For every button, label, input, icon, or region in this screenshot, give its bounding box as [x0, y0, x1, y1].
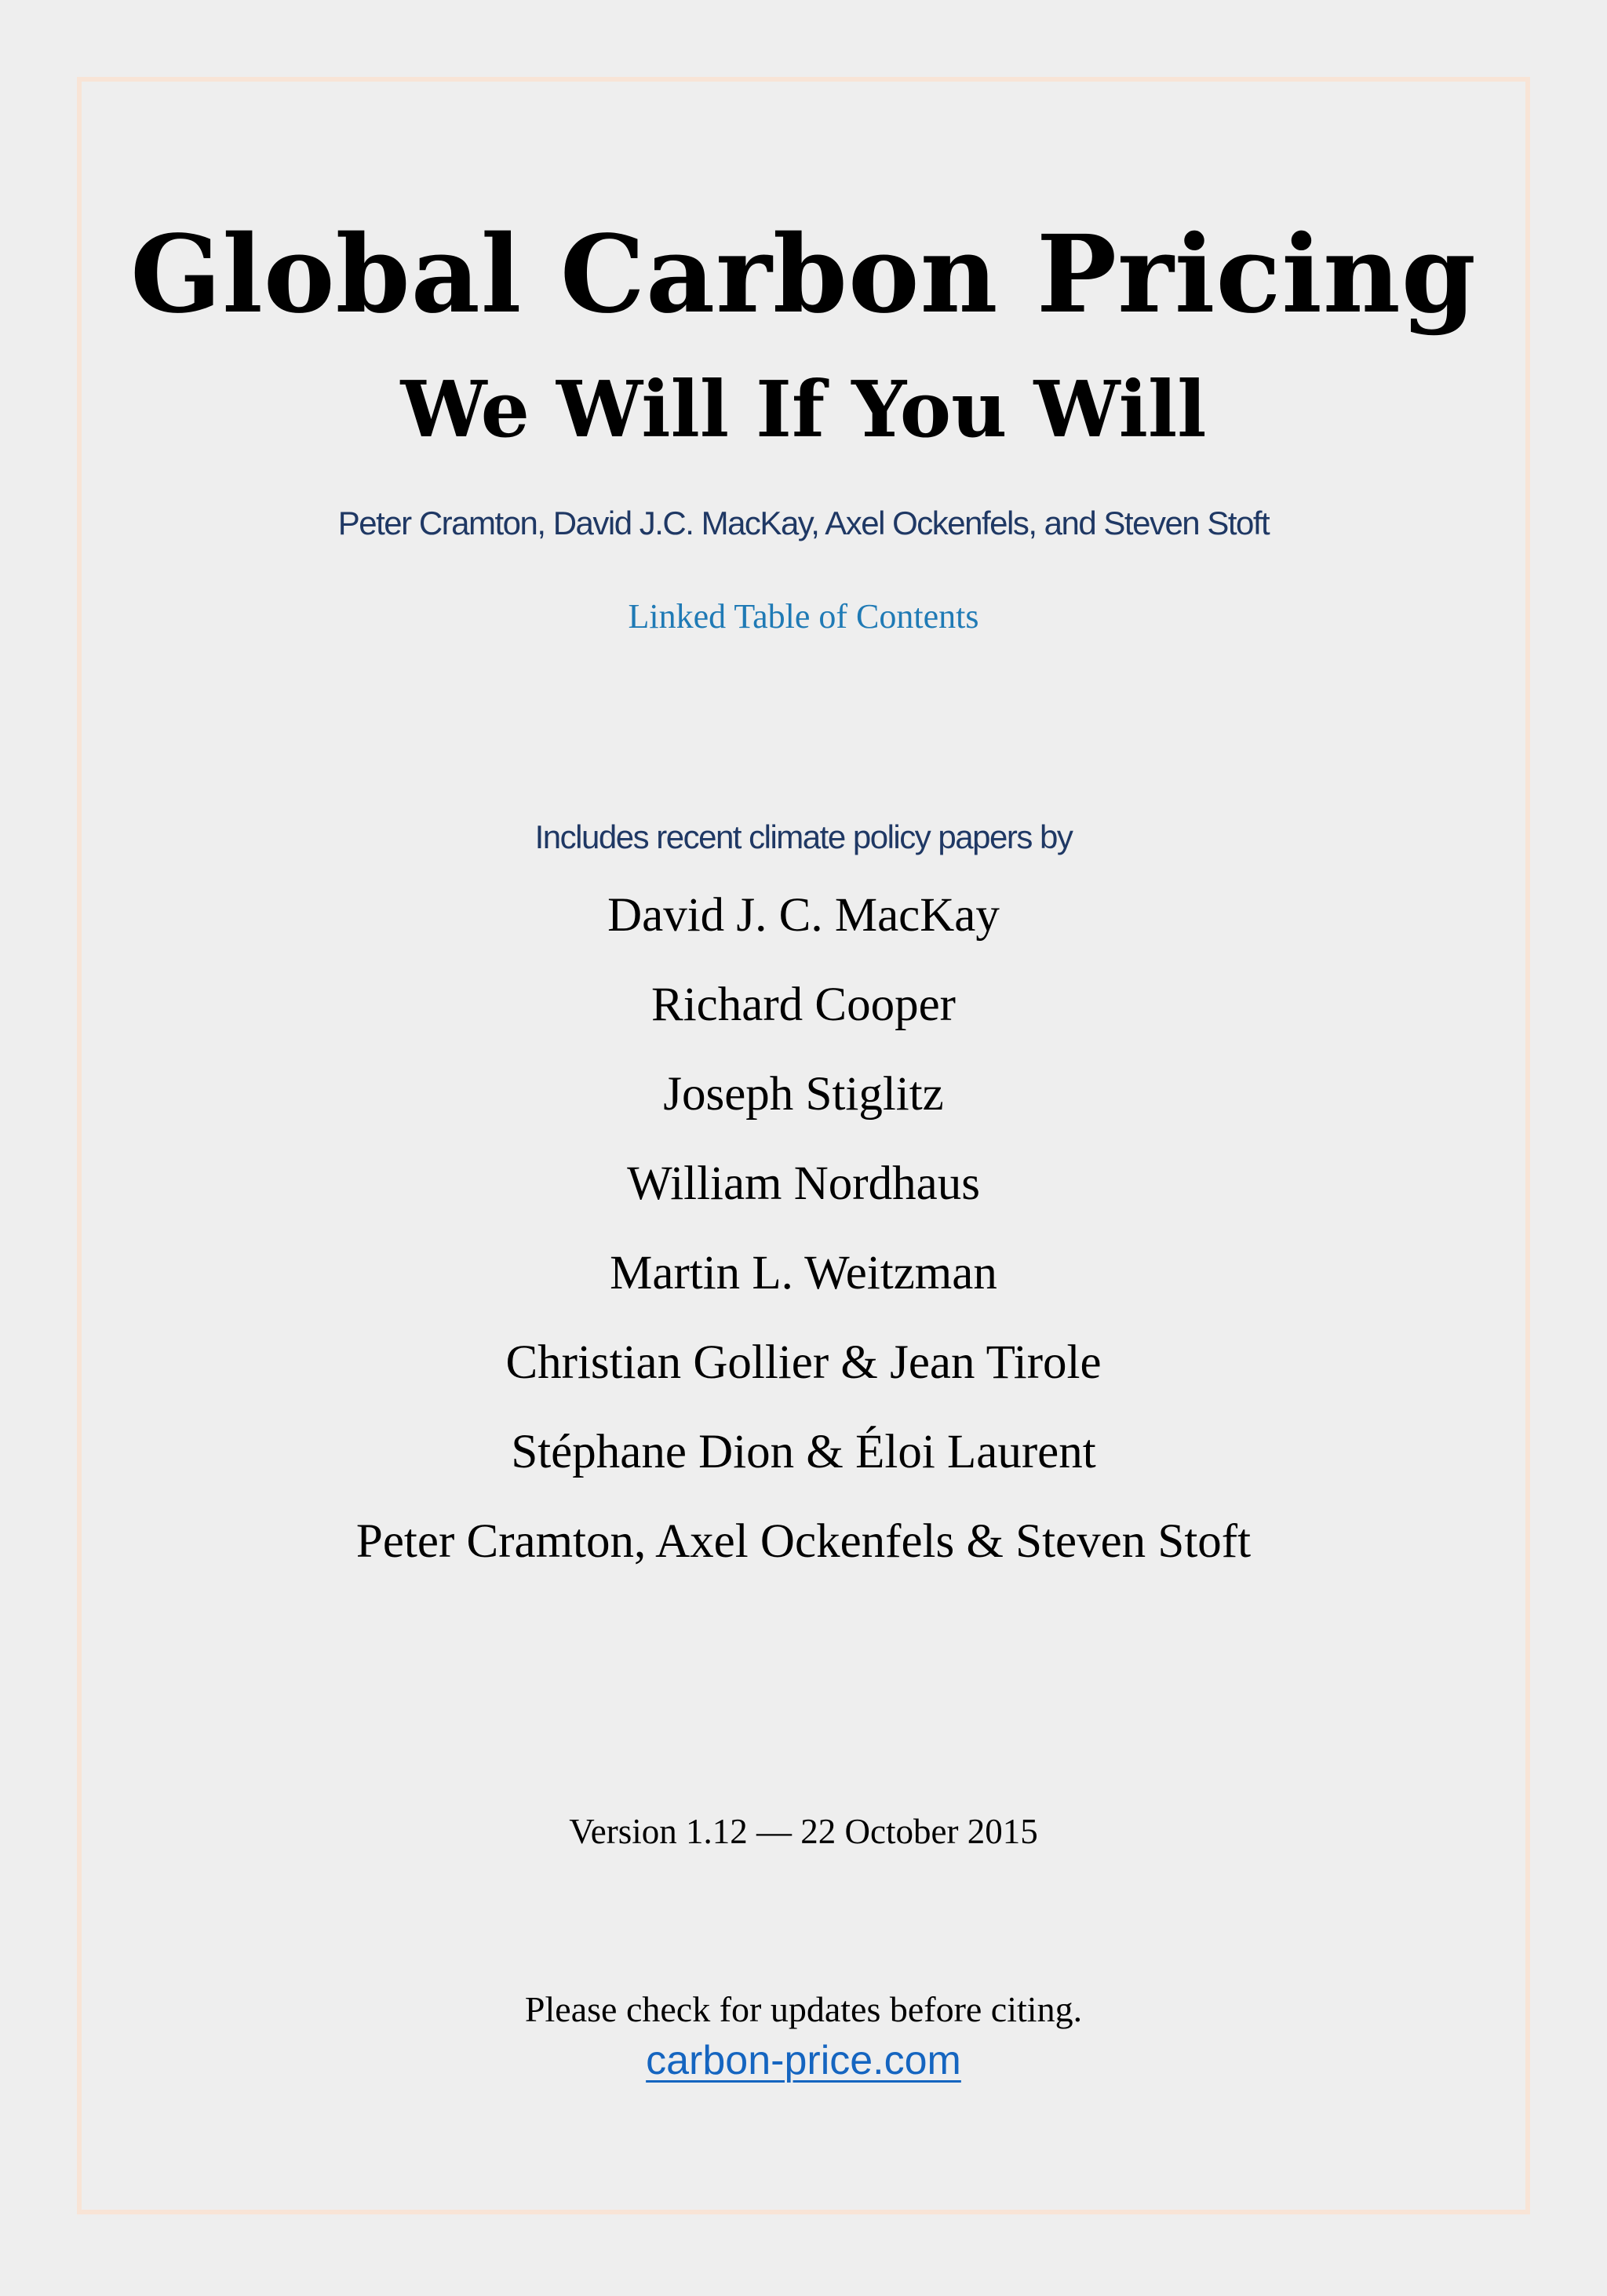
document-subtitle: We Will If You Will	[400, 365, 1207, 455]
website-link-row	[0, 2040, 1607, 2081]
contributor-item: Martin L. Weitzman	[610, 1247, 997, 1299]
version-info: Version 1.12 — 22 October 2015	[569, 1812, 1038, 1851]
update-notice: Please check for updates before citing.	[524, 1989, 1083, 2029]
contributor-list	[0, 891, 1607, 1607]
author-list: Peter Cramton, David J.C. MacKay, Axel Ockenfels, and Steven Stoft	[337, 505, 1270, 541]
contributor-item: Peter Cramton, Axel Ockenfels & Steven Stoft	[355, 1515, 1252, 1568]
document-title: Global Carbon Pricing	[130, 212, 1477, 337]
contributor-item: Stéphane Dion & Éloi Laurent	[511, 1426, 1096, 1478]
website-link[interactable]: carbon-price.com	[646, 2038, 961, 2083]
contributor-item: David J. C. MacKay	[607, 889, 1000, 942]
includes-heading: Includes recent climate policy papers by	[534, 818, 1073, 855]
table-of-contents-link[interactable]: Linked Table of Contents	[628, 597, 979, 636]
contributor-item: Christian Gollier & Jean Tirole	[505, 1336, 1102, 1389]
contributor-item: William Nordhaus	[627, 1157, 980, 1210]
contributor-item: Joseph Stiglitz	[663, 1068, 944, 1121]
contributor-item: Richard Cooper	[651, 979, 956, 1031]
